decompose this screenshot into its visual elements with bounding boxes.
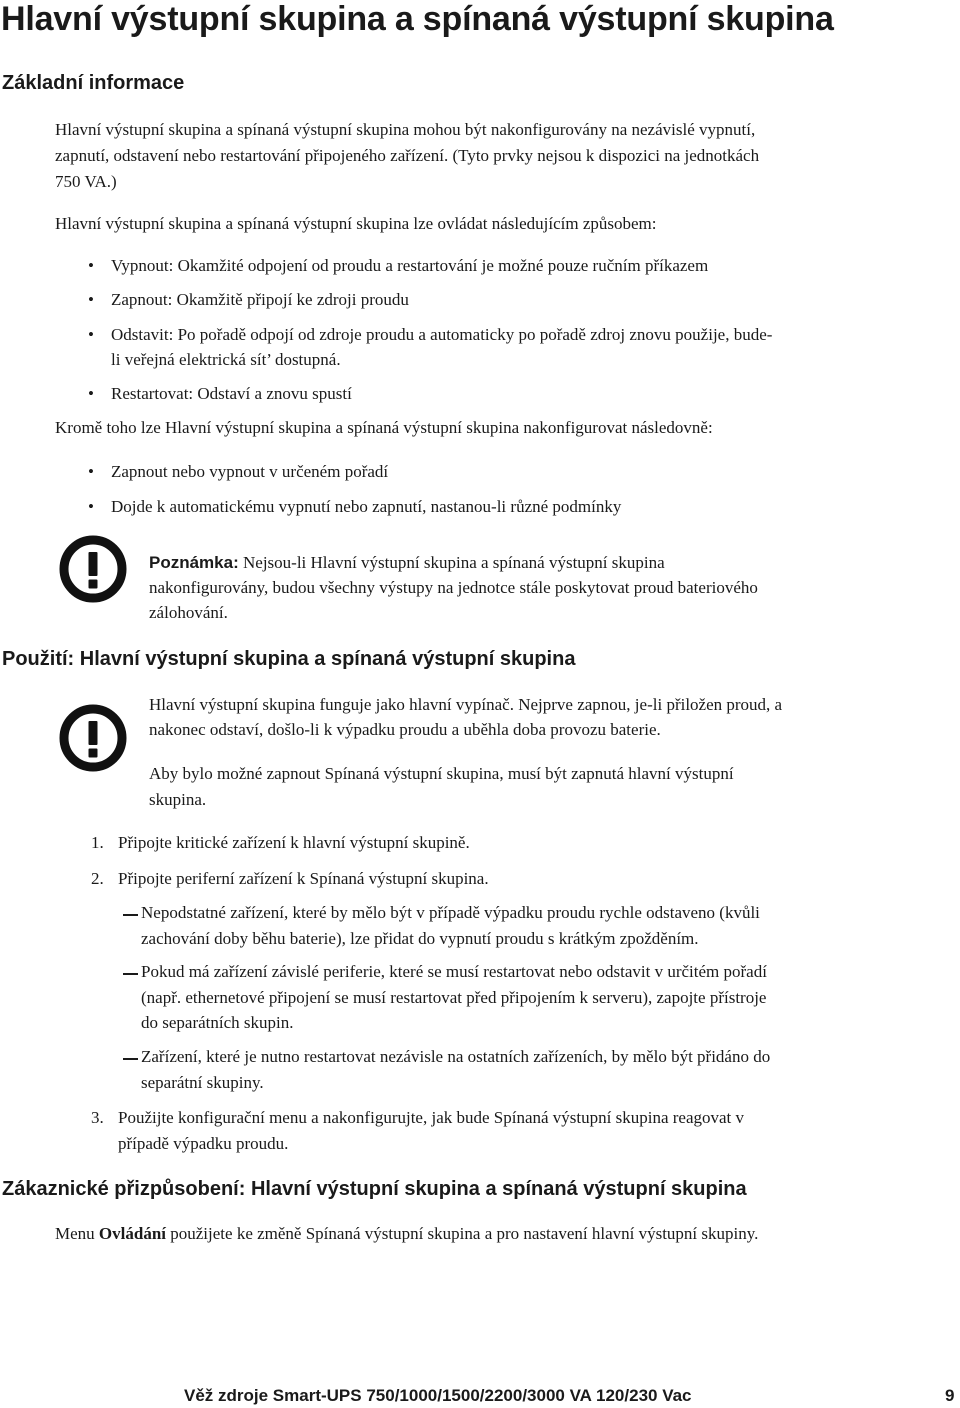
sub-item-line: Zařízení, které je nutno restartovat nezávisle na ostatních zařízeních, by mělo být přidáno do [141, 1047, 771, 1066]
list-item: Zapnout nebo vypnout v určeném pořadí [111, 462, 389, 481]
sub-item-line: Pokud má zařízení závislé periferie, které se musí restartovat nebo odstavit v určitém pořadí [141, 962, 767, 981]
section-heading-basic-info: Základní informace [2, 72, 185, 94]
warning-text-line: Aby bylo možné zapnout Spínaná výstupní skupina, musí být zapnutá hlavní výstupní [149, 764, 734, 783]
paragraph: Hlavní výstupní skupina a spínaná výstupní skupina lze ovládat následujícím způsobem: [55, 214, 657, 233]
warning-text-line: nakonec odstaví, došlo-li k výpadku proudu a uběhla doba provozu baterie. [149, 720, 661, 739]
dash-marker [123, 1058, 138, 1060]
note-line [149, 553, 665, 573]
bullet-icon: • [88, 462, 94, 481]
page-title: Hlavní výstupní skupina a spínaná výstupní skupina [1, 0, 834, 38]
menu-name: Ovládání [98, 1224, 167, 1243]
warning-icon [57, 703, 131, 773]
list-item: Dojde k automatickému vypnutí nebo zapnutí, nastanou-li různé podmínky [111, 497, 622, 516]
footer-product: Věž zdroje Smart-UPS 750/1000/1500/2200/3000 VA 120/230 Vac [184, 1386, 692, 1405]
bullet-icon: • [88, 384, 94, 403]
step-text: Připojte periferní zařízení k Spínaná výstupní skupina. [118, 869, 489, 888]
dash-marker [123, 973, 138, 975]
bullet-icon: • [88, 497, 94, 516]
step-number: 1. [91, 833, 104, 852]
sub-item-line: separátní skupiny. [141, 1073, 264, 1092]
paragraph: Kromě toho lze Hlavní výstupní skupina a spínaná výstupní skupina nakonfigurovat následovně: [55, 418, 713, 437]
note-label: Poznámka: [149, 553, 239, 572]
section-heading-usage: Použití: Hlavní výstupní skupina a spínaná výstupní skupina [2, 648, 576, 670]
paragraph-line: Hlavní výstupní skupina a spínaná výstupní skupina mohou být nakonfigurovány na nezávislé vypnutí, [55, 120, 756, 139]
list-item: Zapnout: Okamžitě připojí ke zdroji proudu [111, 290, 409, 309]
paragraph-line: 750 VA.) [55, 172, 117, 191]
bullet-icon: • [88, 256, 94, 275]
list-item: Odstavit: Po pořadě odpojí od zdroje proudu a automaticky po pořadě zdroj znovu použije, bude- [111, 325, 773, 344]
warning-text-line: skupina. [149, 790, 207, 809]
list-item: Vypnout: Okamžité odpojení od proudu a restartování je možné pouze ručním příkazem [111, 256, 709, 275]
paragraph-text: Menu [55, 1224, 99, 1243]
list-item-continuation: li veřejná elektrická sít’ dostupná. [111, 350, 341, 369]
section-heading-customization: Zákaznické přizpůsobení: Hlavní výstupní skupina a spínaná výstupní skupina [2, 1178, 747, 1200]
step-number: 2. [91, 869, 104, 888]
step-text: Připojte kritické zařízení k hlavní výstupní skupině. [118, 833, 470, 852]
paragraph-line: zapnutí, odstavení nebo restartování připojeného zařízení. (Tyto prvky nejsou k dispozici na jednotkách [55, 146, 760, 165]
bullet-icon: • [88, 290, 94, 309]
list-item: Restartovat: Odstaví a znovu spustí [111, 384, 352, 403]
warning-icon [57, 534, 131, 604]
sub-item-line: Nepodstatné zařízení, které by mělo být v případě výpadku proudu rychle odstaveno (kvůli [141, 903, 760, 922]
sub-item-line: (např. ethernetové připojení se musí restartovat před připojením k serveru), zapojte přístroje [141, 988, 767, 1007]
note-line: nakonfigurovány, budou všechny výstupy na jednotce stále poskytovat proud bateriového [149, 578, 758, 597]
step-number: 3. [91, 1108, 104, 1127]
page-number: 9 [945, 1386, 955, 1405]
warning-text-line: Hlavní výstupní skupina funguje jako hlavní vypínač. Nejprve zapnou, je-li přiložen proud, a [149, 695, 783, 714]
paragraph-text: použijete ke změně Spínaná výstupní skupina a pro nastavení hlavní výstupní skupiny. [166, 1224, 759, 1243]
step-text: Použijte konfigurační menu a nakonfigurujte, jak bude Spínaná výstupní skupina reagovat v [118, 1108, 745, 1127]
dash-marker [123, 914, 138, 916]
sub-item-line: do separátních skupin. [141, 1013, 294, 1032]
note-text: Nejsou-li Hlavní výstupní skupina a spínaná výstupní skupina [243, 553, 665, 572]
bullet-icon: • [88, 325, 94, 344]
paragraph [55, 1224, 758, 1244]
step-text-continuation: případě výpadku proudu. [118, 1134, 289, 1153]
note-line: zálohování. [149, 603, 228, 622]
sub-item-line: zachování doby běhu baterie), lze přidat do vypnutí proudu s krátkým zpožděním. [141, 929, 699, 948]
